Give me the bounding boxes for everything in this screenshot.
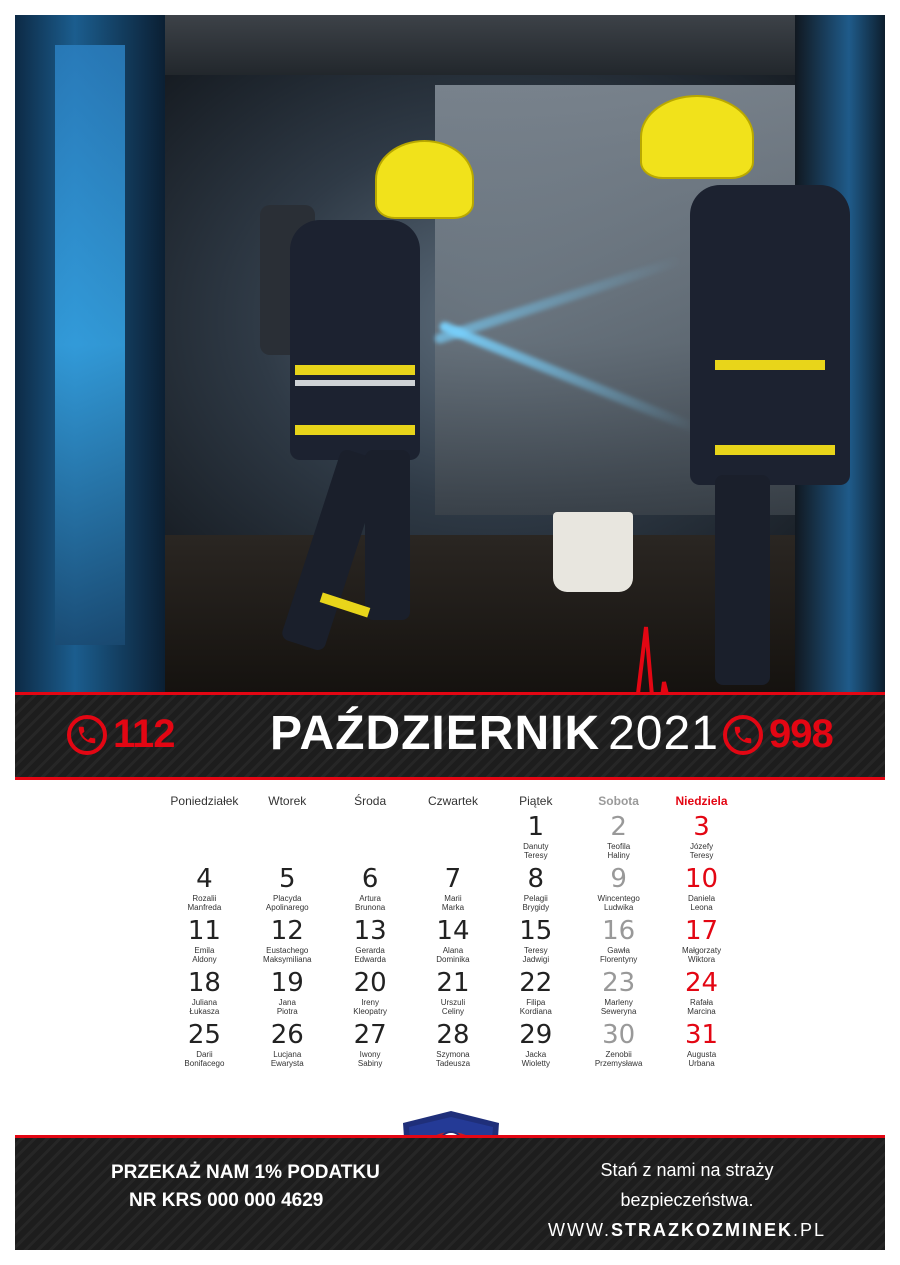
day-number: 15 [519, 916, 553, 946]
calendar-day-cell [246, 864, 329, 916]
name-day-names: Józefy Teresy [689, 842, 714, 860]
calendar-day-cell [163, 1020, 246, 1072]
tax-donation-info [111, 1159, 380, 1215]
day-number: 2 [610, 812, 627, 842]
calendar-week-row [163, 812, 743, 864]
name-day-names: Rafała Marcina [687, 998, 716, 1016]
firefighter-right [655, 85, 855, 685]
name-day-names: Alana Dominika [436, 946, 470, 964]
phone-icon [67, 715, 107, 755]
calendar-day-cell [412, 864, 495, 916]
day-number: 16 [602, 916, 636, 946]
name-day-names: Teresy Jadwigi [522, 946, 550, 964]
day-number: 25 [187, 1020, 221, 1050]
day-number: 11 [187, 916, 221, 946]
calendar-day-cell [329, 968, 412, 1020]
calendar-empty-cell [329, 812, 412, 864]
day-number: 28 [436, 1020, 470, 1050]
name-day-names: Pelagii Brygidy [522, 894, 550, 912]
calendar-day-cell [577, 812, 660, 864]
name-day-names: Juliana Łukasza [189, 998, 220, 1016]
name-day-names: Teofila Haliny [607, 842, 631, 860]
day-number: 29 [519, 1020, 553, 1050]
day-number: 21 [436, 968, 470, 998]
calendar-day-cell [660, 968, 743, 1020]
name-day-names: Wincentego Ludwika [597, 894, 640, 912]
calendar-grid [163, 790, 743, 1072]
name-day-names: Gerarda Edwarda [354, 946, 386, 964]
bucket [553, 512, 633, 592]
day-number: 12 [270, 916, 304, 946]
weekday-header: Środa [354, 794, 387, 808]
slogan: Stań z nami na straży bezpieczeństwa. [600, 1160, 774, 1210]
phone-number-112: 112 [113, 712, 175, 756]
name-day-names: Małgorzaty Wiktora [681, 946, 722, 964]
calendar-day-cell [246, 916, 329, 968]
phone-icon [723, 715, 763, 755]
calendar-day-cell [329, 1020, 412, 1072]
name-day-names: Marleny Seweryna [600, 998, 637, 1016]
name-day-names: Darii Bonifacego [184, 1050, 225, 1068]
footer-band [15, 1135, 885, 1250]
name-day-names: Danuty Teresy [523, 842, 549, 860]
month-year: 2021 [608, 707, 719, 760]
name-day-names: Urszuli Celiny [440, 998, 466, 1016]
name-day-names: Daniela Leona [687, 894, 716, 912]
day-number: 1 [527, 812, 545, 842]
calendar-day-cell [494, 812, 577, 864]
calendar-week-row [163, 968, 743, 1020]
name-day-names: Lucjana Ewarysta [270, 1050, 304, 1068]
weekday-header: Wtorek [268, 794, 307, 808]
day-number: 7 [444, 864, 462, 894]
title-band [15, 692, 885, 780]
name-day-names: Szymona Tadeusza [435, 1050, 471, 1068]
day-number: 10 [684, 864, 719, 894]
calendar-day-cell [163, 864, 246, 916]
day-number: 6 [361, 864, 379, 894]
day-number: 4 [196, 864, 213, 894]
ceiling [165, 15, 795, 75]
day-number: 22 [519, 968, 553, 998]
phone-number-998: 998 [769, 712, 833, 756]
day-number: 14 [436, 916, 470, 946]
day-number: 13 [353, 916, 387, 946]
day-number: 27 [353, 1020, 387, 1050]
tax-line: PRZEKAŻ NAM 1% PODATKU [111, 1162, 380, 1183]
calendar-empty-cell [412, 812, 495, 864]
firefighters-photo [15, 15, 885, 692]
name-day-names: Artura Brunona [354, 894, 386, 912]
calendar-day-cell [577, 864, 660, 916]
calendar-day-cell [412, 1020, 495, 1072]
name-day-names: Placyda Apolinarego [265, 894, 309, 912]
day-number: 9 [610, 864, 627, 894]
name-day-names: Emila Aldony [192, 946, 217, 964]
calendar-day-cell [412, 916, 495, 968]
calendar-day-cell [246, 1020, 329, 1072]
emergency-number-left [67, 712, 175, 757]
calendar-day-cell [660, 864, 743, 916]
calendar-day-cell [163, 916, 246, 968]
day-number: 24 [684, 968, 719, 998]
name-day-names: Gawła Florentyny [599, 946, 638, 964]
calendar-day-cell [577, 1020, 660, 1072]
calendar-day-cell [412, 968, 495, 1020]
day-number: 18 [187, 968, 221, 998]
calendar-day-cell [494, 968, 577, 1020]
name-day-names: Filipa Kordiana [519, 998, 552, 1016]
name-day-names: Augusta Urbana [686, 1050, 717, 1068]
month-title [270, 706, 719, 762]
calendar-day-cell [494, 1020, 577, 1072]
calendar-empty-cell [163, 812, 246, 864]
day-number: 3 [693, 812, 710, 842]
emergency-number-right [723, 712, 833, 757]
calendar-week-row [163, 864, 743, 916]
day-number: 20 [353, 968, 387, 998]
calendar-week-row [163, 1020, 743, 1072]
day-number: 31 [684, 1020, 719, 1050]
weekday-header-row [163, 790, 743, 812]
website-link[interactable]: WWW.STRAZKOZMINEK.PL [547, 1220, 826, 1240]
firefighter-left [250, 140, 460, 680]
month-name: PAŹDZIERNIK [270, 707, 601, 760]
day-number: 5 [278, 864, 296, 894]
calendar-day-cell [246, 968, 329, 1020]
day-number: 30 [602, 1020, 636, 1050]
calendar-day-cell [494, 864, 577, 916]
day-number: 26 [270, 1020, 304, 1050]
name-day-names: Iwony Sabiny [357, 1050, 383, 1068]
name-day-names: Zenobii Przemysława [594, 1050, 643, 1068]
calendar-day-cell [577, 968, 660, 1020]
name-day-names: Eustachego Maksymiliana [263, 946, 312, 964]
name-day-names: Jana Piotra [276, 998, 298, 1016]
krs-line: NR KRS 000 000 4629 [129, 1190, 324, 1211]
calendar-day-cell [329, 916, 412, 968]
door-frame-left [15, 15, 165, 692]
calendar-day-cell [494, 916, 577, 968]
calendar-empty-cell [246, 812, 329, 864]
weekday-header: Niedziela [675, 794, 728, 808]
day-number: 19 [270, 968, 304, 998]
calendar-week-row [163, 916, 743, 968]
day-number: 8 [527, 864, 545, 894]
calendar-day-cell [660, 812, 743, 864]
calendar-day-cell [163, 968, 246, 1020]
calendar-day-cell [577, 916, 660, 968]
name-day-names: Ireny Kleopatry [353, 998, 387, 1016]
name-day-names: Rozalii Manfreda [187, 894, 222, 912]
day-number: 17 [684, 916, 719, 946]
weekday-header: Poniedziałek [170, 794, 239, 808]
calendar-day-cell [329, 864, 412, 916]
slogan-block [537, 1155, 837, 1245]
name-day-names: Marii Marka [441, 894, 465, 912]
weekday-header: Czwartek [427, 794, 478, 808]
weekday-header: Sobota [598, 794, 639, 808]
calendar-day-cell [660, 916, 743, 968]
calendar-day-cell [660, 1020, 743, 1072]
day-number: 23 [602, 968, 636, 998]
name-day-names: Jacka Wioletty [521, 1050, 551, 1068]
weekday-header: Piątek [519, 794, 553, 808]
